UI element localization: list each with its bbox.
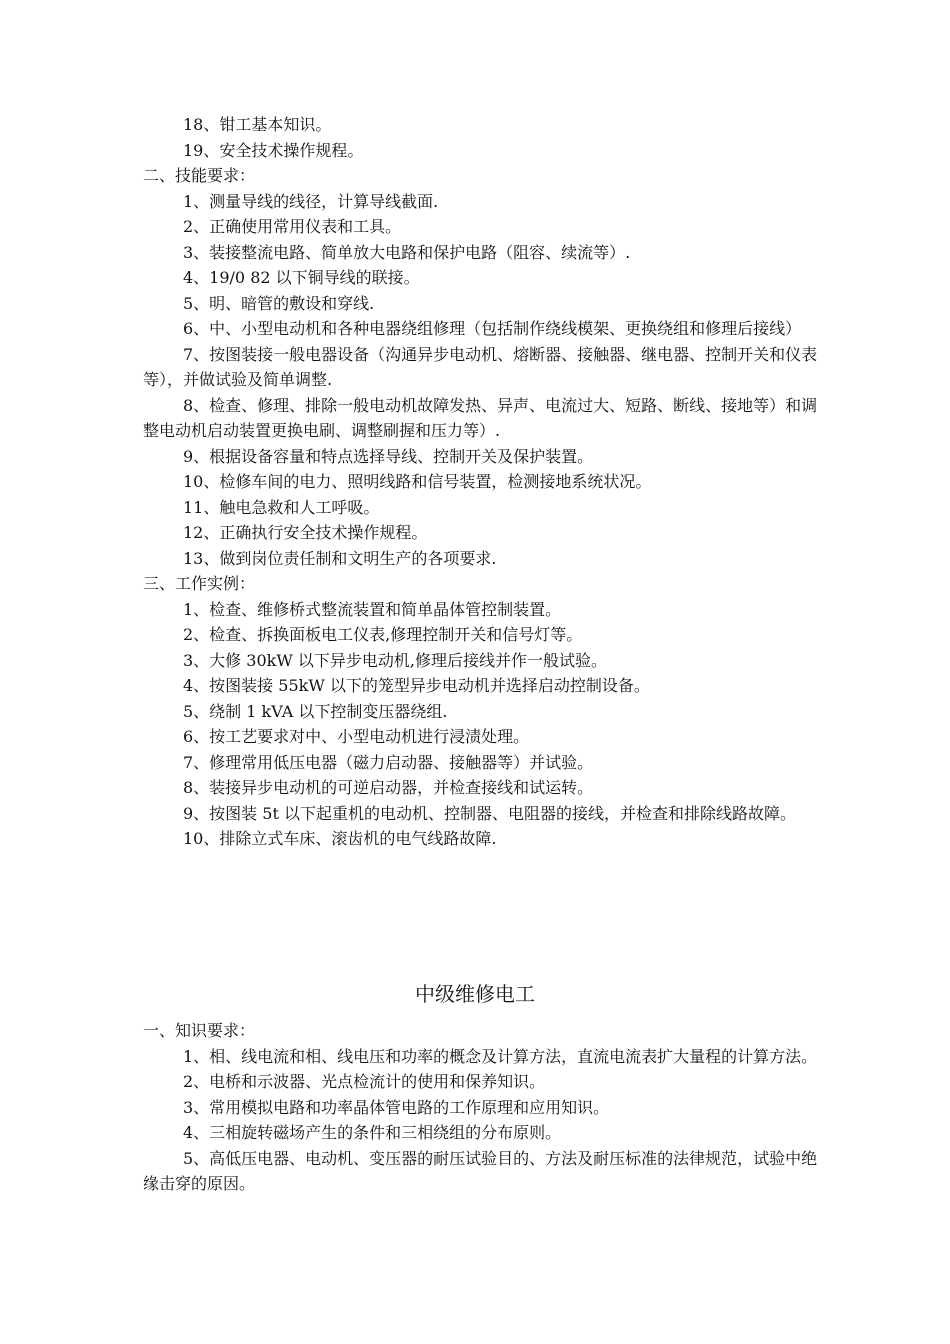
knowledge-item-18: 18、钳工基本知识。 <box>183 115 332 134</box>
skill-item-8: 8、检查、修理、排除一般电动机故障发热、异声、电流过大、短路、断线、接地等）和调整电动机启动装置更换电刷、调整刷握和压力等）. <box>143 395 818 440</box>
example-item-8: 8、装接异步电动机的可逆启动器，并检查接线和试运转。 <box>183 778 594 797</box>
example-item-3: 3、大修 30kW 以下异步电动机,修理后接线并作一般试验。 <box>183 650 607 670</box>
example-item-6: 6、按工艺要求对中、小型电动机进行浸渍处理。 <box>183 727 530 746</box>
knowledge-item-19: 19、安全技术操作规程。 <box>183 140 364 160</box>
intermediate-knowledge-item-4: 4、三相旋转磁场产生的条件和三相绕组的分布原则。 <box>183 1123 562 1142</box>
knowledge-heading: 一、知识要求： <box>143 1021 256 1040</box>
skill-item-13: 13、做到岗位责任制和文明生产的各项要求. <box>183 548 497 568</box>
skill-item-4: 4、19/0 82 以下铜导线的联接。 <box>183 268 420 287</box>
skill-item-1: 1、测量导线的线径，计算导线截面. <box>183 191 439 211</box>
intermediate-knowledge-item-2: 2、电桥和示波器、光点检流计的使用和保养知识。 <box>183 1072 546 1091</box>
intermediate-knowledge-item-3: 3、常用模拟电路和功率晶体管电路的工作原理和应用知识。 <box>183 1097 610 1117</box>
example-item-5: 5、绕制 1 kVA 以下控制变压器绕组. <box>183 701 448 721</box>
examples-heading: 三、工作实例： <box>143 574 256 593</box>
intermediate-knowledge-item-5: 5、高低压电器、电动机、变压器的耐压试验目的、方法及耐压标准的法律规范，试验中绝缘击穿的原因。 <box>143 1148 818 1193</box>
intermediate-knowledge-section <box>143 1018 823 1197</box>
example-item-2: 2、检查、拆换面板电工仪表,修理控制开关和信号灯等。 <box>183 625 583 644</box>
skill-item-9: 9、根据设备容量和特点选择导线、控制开关及保护装置。 <box>183 446 594 466</box>
skill-item-11: 11、触电急救和人工呼吸。 <box>183 497 380 517</box>
skill-item-7: 7、按图装接一般电器设备（沟通异步电动机、熔断器、接触器、继电器、控制开关和仪表等），并做试验及简单调整. <box>143 344 818 389</box>
example-item-1: 1、检查、维修桥式整流装置和简单晶体管控制装置。 <box>183 599 562 619</box>
skills-heading: 二、技能要求： <box>143 166 256 185</box>
skill-item-10: 10、检修车间的电力、照明线路和信号装置，检测接地系统状况。 <box>183 472 652 491</box>
section-title: 中级维修电工 <box>415 982 535 1006</box>
skill-item-6: 6、中、小型电动机和各种电器绕组修理（包括制作绕线模架、更换绕组和修理后接线） <box>183 319 802 338</box>
skill-item-2: 2、正确使用常用仪表和工具。 <box>183 217 402 236</box>
example-item-7: 7、修理常用低压电器（磁力启动器、接触器等）并试验。 <box>183 752 594 772</box>
example-item-10: 10、排除立式车床、滚齿机的电气线路故障. <box>183 829 497 848</box>
knowledge-tail-section <box>143 112 823 852</box>
example-item-9: 9、按图装 5t 以下起重机的电动机、控制器、电阻器的接线，并检查和排除线路故障。 <box>183 803 796 823</box>
skill-item-12: 12、正确执行安全技术操作规程。 <box>183 523 428 542</box>
intermediate-knowledge-item-1: 1、相、线电流和相、线电压和功率的概念及计算方法，直流电流表扩大量程的计算方法。 <box>183 1046 818 1066</box>
example-item-4: 4、按图装接 55kW 以下的笼型异步电动机并选择启动控制设备。 <box>183 676 650 695</box>
skill-item-3: 3、装接整流电路、简单放大电路和保护电路（阻容、续流等）. <box>183 242 631 262</box>
skill-item-5: 5、明、暗管的敷设和穿线. <box>183 293 375 313</box>
